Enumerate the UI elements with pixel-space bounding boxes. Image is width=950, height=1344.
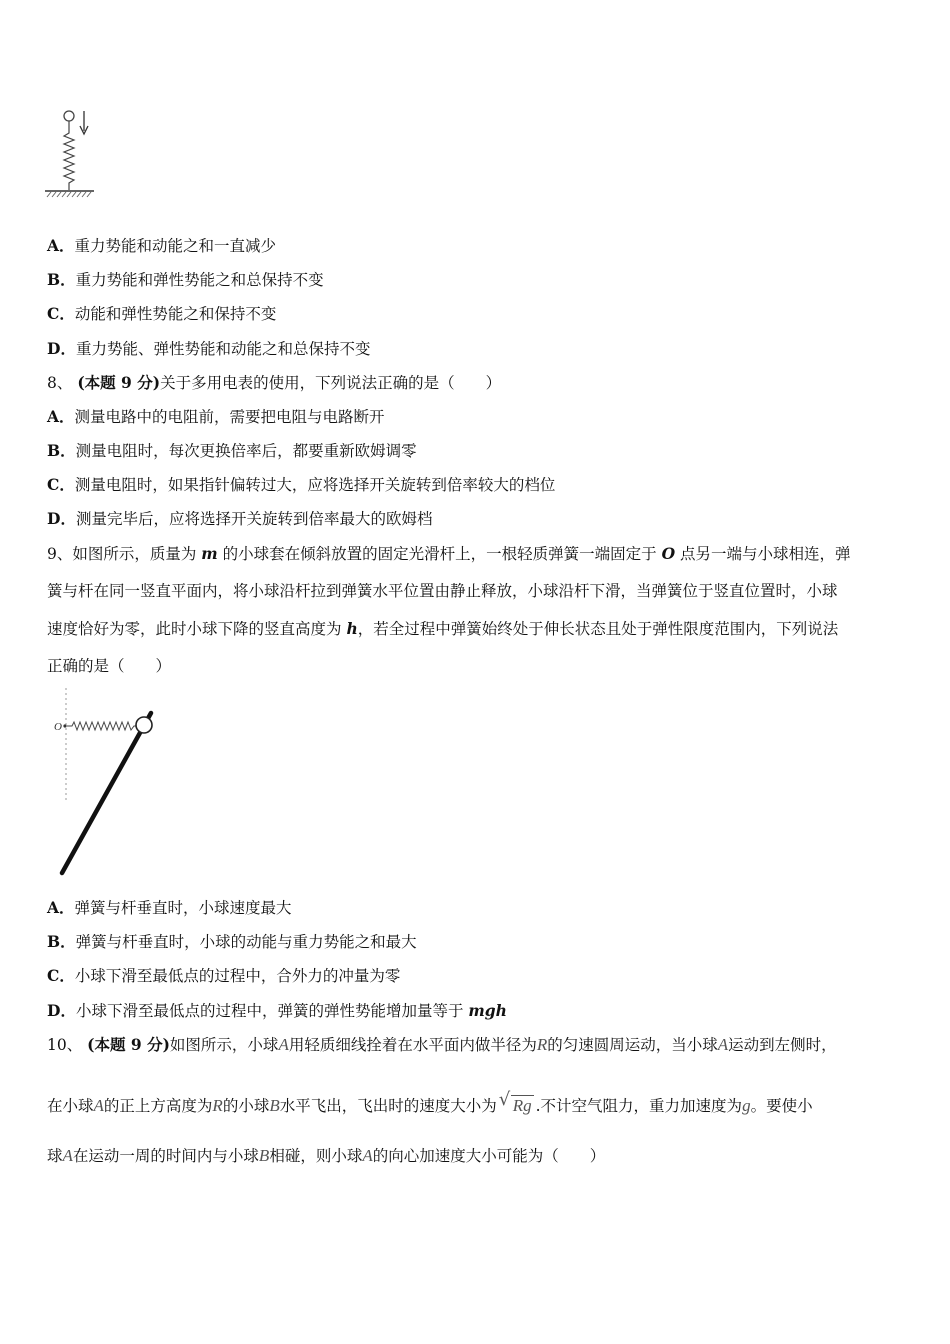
score-tag: (本题 9 分)	[87, 1035, 170, 1054]
option-text: 测量完毕后，应将选择开关旋转到倍率最大的欧姆档	[75, 510, 433, 528]
option-text: 小球下滑至最低点的过程中，合外力的冲量为零	[74, 967, 401, 985]
q9-option-c	[47, 966, 400, 986]
q9-stem-line-2	[47, 581, 838, 601]
inclined-rod-figure	[48, 683, 168, 878]
point-O	[63, 724, 66, 727]
option-text: 重力势能和动能之和一直减少	[74, 237, 277, 255]
option-text: 动能和弹性势能之和保持不变	[74, 305, 277, 323]
question-number: 8、	[47, 374, 73, 392]
q8-option-c	[47, 475, 555, 495]
option-text: 重力势能和弹性势能之和总保持不变	[75, 271, 324, 289]
option-text: 弹簧与杆垂直时，小球的动能与重力势能之和最大	[75, 933, 417, 951]
q8-stem	[47, 373, 501, 393]
inclined-rod	[62, 713, 151, 873]
text: 在运动一周的时间内与小球	[72, 1147, 259, 1165]
var-R: R	[212, 1096, 223, 1115]
question-text: 关于多用电表的使用，下列说法正确的是（ ）	[160, 374, 502, 392]
spring-horizontal	[67, 722, 141, 730]
text: 的小球	[222, 1097, 270, 1115]
point-O-label: O	[54, 721, 62, 733]
var-A: A	[717, 1035, 729, 1054]
var-B: B	[258, 1146, 270, 1165]
option-text: 重力势能、弹性势能和动能之和总保持不变	[75, 340, 371, 358]
q9-option-b	[47, 932, 417, 952]
text: 水平飞出，飞出时的速度大小为	[279, 1097, 497, 1115]
q8-option-a	[47, 407, 385, 427]
var-A: A	[62, 1146, 73, 1165]
q7-option-a	[47, 236, 276, 256]
q7-option-c	[47, 304, 276, 324]
option-letter: D．	[47, 1001, 76, 1020]
var-A: A	[278, 1035, 289, 1054]
option-text: 测量电路中的电阻前，需要把电阻与电路断开	[74, 408, 385, 426]
option-letter: C．	[47, 966, 75, 985]
text: 的小球套在倾斜放置的固定光滑杆上，一根轻质弹簧一端固定于	[217, 545, 662, 563]
text: 相碰，则小球	[269, 1147, 363, 1165]
option-letter: A．	[47, 407, 75, 426]
radical-sign-icon: √	[498, 1089, 511, 1110]
text: 9、如图所示，质量为	[47, 545, 202, 563]
option-text: 小球下滑至最低点的过程中，弹簧的弹性势能增加量等于	[75, 1002, 469, 1020]
var-R: R	[536, 1035, 548, 1054]
radicand: Rg	[512, 1096, 532, 1115]
ground-hatch	[47, 192, 91, 197]
text: 的正上方高度为	[103, 1097, 213, 1115]
q9-stem-line-3	[47, 619, 838, 639]
var-A: A	[93, 1096, 104, 1115]
option-letter: B．	[47, 932, 76, 951]
text: 的匀速圆周运动，当小球	[547, 1036, 718, 1054]
option-letter: C．	[47, 304, 75, 323]
sqrt-Rg	[498, 1089, 534, 1116]
option-letter: D．	[47, 509, 76, 528]
var-g: g	[742, 1096, 751, 1115]
q8-option-d	[47, 509, 432, 529]
text: 运动到左侧时，	[728, 1036, 837, 1054]
question-number: 10、	[47, 1036, 83, 1054]
text: 速度恰好为零，此时小球下降的竖直高度为	[47, 620, 347, 638]
text: 在小球	[47, 1097, 94, 1115]
text: 用轻质细线拴着在水平面内做半径为	[288, 1036, 537, 1054]
var-m: m	[201, 544, 218, 563]
text: 正确的是（ ）	[47, 657, 172, 675]
text: 如图所示，小球	[169, 1036, 279, 1054]
text: ，若全过程中弹簧始终处于伸长状态且处于弹性限度范围内，下列说法	[357, 620, 839, 638]
option-text: 测量电阻时，每次更换倍率后，都要重新欧姆调零	[75, 442, 417, 460]
spring-coil	[64, 121, 74, 190]
text: .不计空气阻力，重力加速度为	[535, 1097, 743, 1115]
var-mgh: mgh	[468, 1001, 507, 1020]
q10-stem-line-1	[47, 1035, 837, 1055]
option-letter: B．	[47, 270, 76, 289]
q7-option-b	[47, 270, 324, 290]
q9-stem-line-1	[47, 544, 851, 564]
q10-stem-line-2	[47, 1089, 813, 1116]
option-text: 弹簧与杆垂直时，小球速度最大	[74, 899, 292, 917]
text: 的向心加速度大小可能为（ ）	[372, 1147, 606, 1165]
var-A: A	[362, 1146, 373, 1165]
text: 。要使小	[750, 1097, 813, 1115]
option-letter: A．	[47, 236, 75, 255]
ball-on-rod	[136, 717, 152, 733]
q8-option-b	[47, 441, 417, 461]
q10-stem-line-3	[47, 1146, 605, 1166]
q9-option-a	[47, 898, 292, 918]
option-letter: B．	[47, 441, 76, 460]
q7-option-d	[47, 339, 370, 359]
q9-option-d	[47, 1001, 507, 1021]
option-letter: A．	[47, 898, 75, 917]
text: 球	[47, 1147, 63, 1165]
text: 簧与杆在同一竖直平面内，将小球沿杆拉到弹簧水平位置由静止释放，小球沿杆下滑，当弹簧位于竖直位置时，小球	[47, 582, 838, 600]
spring-ball-figure	[40, 105, 100, 200]
ball	[64, 111, 74, 121]
option-letter: C．	[47, 475, 75, 494]
q9-stem-line-4	[47, 656, 171, 676]
score-tag: (本题 9 分)	[77, 373, 161, 392]
var-O: O	[661, 544, 676, 563]
var-h: h	[346, 619, 358, 638]
var-B: B	[269, 1096, 280, 1115]
text: 点另一端与小球相连，弹	[675, 545, 851, 563]
option-text: 测量电阻时，如果指针偏转过大，应将选择开关旋转到倍率较大的档位	[74, 476, 556, 494]
option-letter: D．	[47, 339, 76, 358]
